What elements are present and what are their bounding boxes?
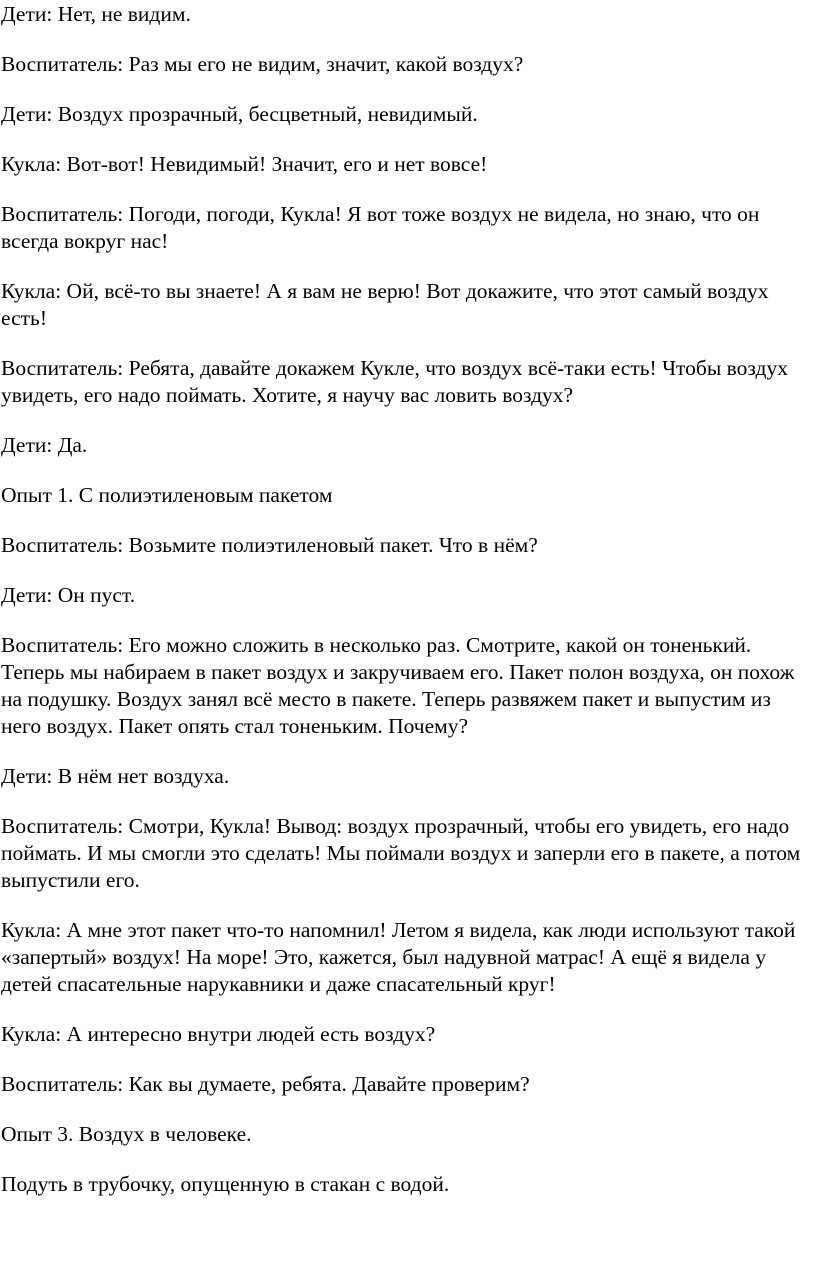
paragraph-doll-air-inside: Кукла: А интересно внутри людей есть воздух? [1, 1022, 436, 1046]
paragraph-doll-prove: Кукла: Ой, всё-то вы знаете! А я вам не верю! Вот докажите, что этот самый воздух есть! [1, 279, 769, 330]
paragraph-blow-straw: Подуть в трубочку, опущенную в стакан с водой. [1, 1172, 450, 1196]
heading-experiment-3: Опыт 3. Воздух в человеке. [1, 1122, 252, 1146]
paragraph-children-yes: Дети: Да. [1, 433, 88, 457]
heading-experiment-1: Опыт 1. С полиэтиленовым пакетом [1, 483, 333, 507]
paragraph-children-air-transparent: Дети: Воздух прозрачный, бесцветный, невидимый. [1, 102, 478, 126]
paragraph-teacher-wait-doll: Воспитатель: Погоди, погоди, Кукла! Я вот тоже воздух не видела, но знаю, что он всегда вокруг нас! [1, 202, 760, 253]
paragraph-children-empty: Дети: Он пуст. [1, 583, 136, 607]
paragraph-doll-invisible: Кукла: Вот-вот! Невидимый! Значит, его и нет вовсе! [1, 152, 488, 176]
paragraph-children-not-see: Дети: Нет, не видим. [1, 2, 191, 26]
paragraph-teacher-catch-air: Воспитатель: Ребята, давайте докажем Кукле, что воздух всё-таки есть! Чтобы воздух увидеть, его надо поймать. Хотите, я научу вас ловить воздух? [1, 356, 788, 407]
paragraph-doll-reminded: Кукла: А мне этот пакет что-то напомнил! Летом я видела, как люди используют такой «запертый» воздух! На море! Это, кажется, был надувной матрас! А ещё я видела у детей спасательные нарукавники и даже спасательный круг! [1, 918, 796, 996]
paragraph-teacher-conclusion: Воспитатель: Смотри, Кукла! Вывод: воздух прозрачный, чтобы его увидеть, его надо поймать. И мы смогли это сделать! Мы поймали воздух и заперли его в пакете, а потом выпустили его. [1, 814, 801, 892]
paragraph-teacher-what-air: Воспитатель: Раз мы его не видим, значит, какой воздух? [1, 52, 524, 76]
paragraph-teacher-take-bag: Воспитатель: Возьмите полиэтиленовый пакет. Что в нём? [1, 533, 538, 557]
paragraph-children-no-air: Дети: В нём нет воздуха. [1, 764, 230, 788]
paragraph-teacher-check: Воспитатель: Как вы думаете, ребята. Давайте проверим? [1, 1072, 530, 1096]
paragraph-teacher-fold-bag: Воспитатель: Его можно сложить в несколько раз. Смотрите, какой он тоненький. Теперь мы набираем в пакет воздух и закручиваем его. Пакет полон воздуха, он похож на подушку. Воздух занял всё место в пакете. Теперь развяжем пакет и выпустим из него воздух. Пакет опять стал тоненьким. Почему? [1, 633, 795, 738]
